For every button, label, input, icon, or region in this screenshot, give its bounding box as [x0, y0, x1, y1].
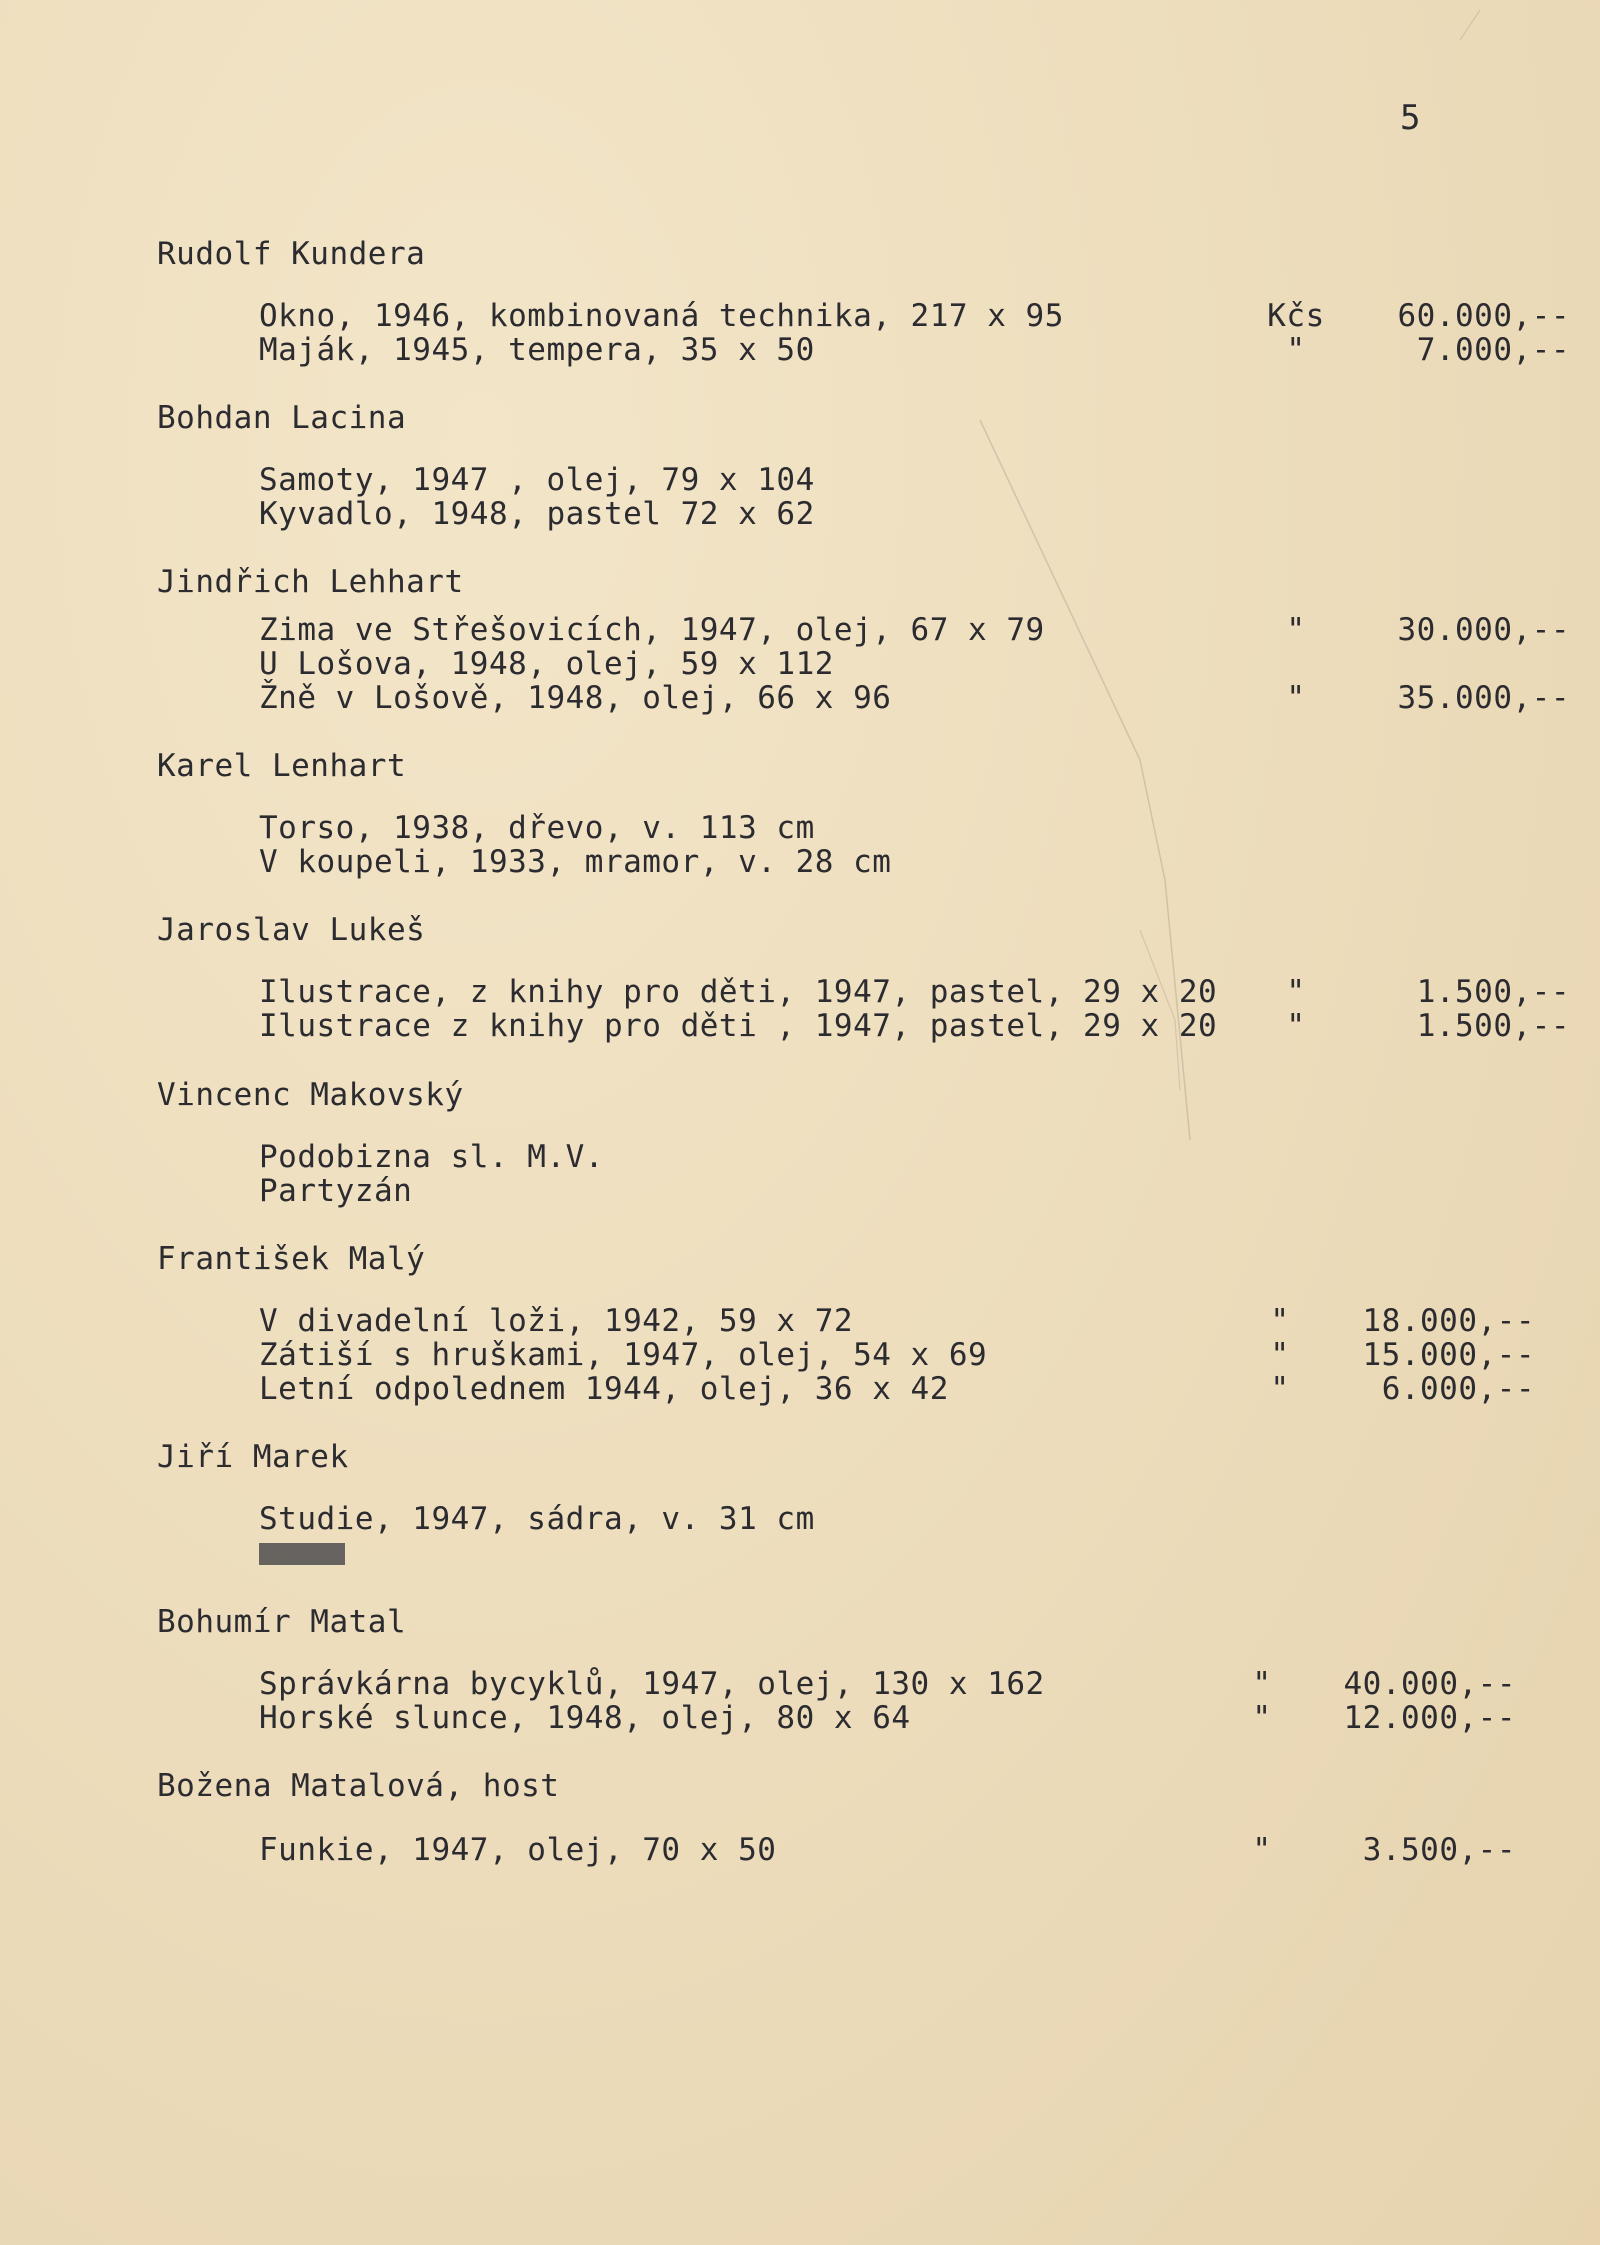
ditto-mark: "	[1252, 1700, 1272, 1736]
artwork-price: 1.500,--	[1416, 974, 1570, 1010]
page-number: 5	[1400, 98, 1421, 138]
artwork-entry: Zima ve Střešovicích, 1947, olej, 67 x 79	[259, 612, 1045, 648]
ditto-mark: "	[1252, 1666, 1272, 1702]
artwork-entry: Správkárna bycyklů, 1947, olej, 130 x 162	[259, 1666, 1045, 1702]
artwork-price: 30.000,--	[1397, 612, 1570, 648]
artwork-entry: V koupeli, 1933, mramor, v. 28 cm	[259, 844, 892, 880]
artwork-price: 35.000,--	[1397, 680, 1570, 716]
artwork-entry: Kyvadlo, 1948, pastel 72 x 62	[259, 496, 815, 532]
artwork-entry: Torso, 1938, dřevo, v. 113 cm	[259, 810, 815, 846]
artwork-price: 60.000,--	[1397, 298, 1570, 334]
artwork-entry: Zátiší s hruškami, 1947, olej, 54 x 69	[259, 1337, 988, 1373]
ditto-mark: "	[1286, 332, 1306, 368]
artist-name: Bohdan Lacina	[157, 400, 407, 436]
artwork-entry: V divadelní loži, 1942, 59 x 72	[259, 1303, 854, 1339]
artwork-price: 12.000,--	[1343, 1700, 1516, 1736]
ditto-mark: "	[1286, 612, 1306, 648]
artwork-price: 6.000,--	[1381, 1371, 1535, 1407]
artwork-entry: Partyzán	[259, 1173, 413, 1209]
artwork-price: 7.000,--	[1416, 332, 1570, 368]
ditto-mark: "	[1286, 680, 1306, 716]
artwork-entry: Žně v Lošově, 1948, olej, 66 x 96	[259, 680, 892, 716]
artwork-entry: Maják, 1945, tempera, 35 x 50	[259, 332, 815, 368]
artwork-entry: Ilustrace, z knihy pro děti, 1947, pastel, 29 x 20	[259, 974, 1218, 1010]
artist-name: František Malý	[157, 1241, 426, 1277]
artist-name: Rudolf Kundera	[157, 236, 426, 272]
artist-name: Vincenc Makovský	[157, 1077, 464, 1113]
artwork-price: 3.500,--	[1362, 1832, 1516, 1868]
artwork-entry: Ilustrace z knihy pro děti , 1947, pastel, 29 x 20	[259, 1008, 1218, 1044]
artist-name: Bohumír Matal	[157, 1604, 407, 1640]
artist-name: Karel Lenhart	[157, 748, 407, 784]
artwork-entry: Letní odpolednem 1944, olej, 36 x 42	[259, 1371, 949, 1407]
artwork-price: 40.000,--	[1343, 1666, 1516, 1702]
artwork-entry: Horské slunce, 1948, olej, 80 x 64	[259, 1700, 911, 1736]
ditto-mark: "	[1286, 974, 1306, 1010]
artwork-entry: Studie, 1947, sádra, v. 31 cm	[259, 1501, 815, 1537]
artwork-price: 18.000,--	[1362, 1303, 1535, 1339]
ditto-mark: "	[1270, 1371, 1290, 1407]
currency-mark: Kčs	[1267, 298, 1325, 334]
artwork-entry: Samoty, 1947 , olej, 79 x 104	[259, 462, 815, 498]
artist-name: Božena Matalová, host	[157, 1768, 560, 1804]
artwork-entry: Funkie, 1947, olej, 70 x 50	[259, 1832, 777, 1868]
artwork-entry: Okno, 1946, kombinovaná technika, 217 x 95	[259, 298, 1064, 334]
artwork-price: 15.000,--	[1362, 1337, 1535, 1373]
ditto-mark: "	[1270, 1337, 1290, 1373]
artist-name: Jaroslav Lukeš	[157, 912, 426, 948]
ditto-mark: "	[1270, 1303, 1290, 1339]
artist-name: Jindřich Lehhart	[157, 564, 464, 600]
ditto-mark: "	[1286, 1008, 1306, 1044]
artwork-entry: U Lošova, 1948, olej, 59 x 112	[259, 646, 834, 682]
artwork-price: 1.500,--	[1416, 1008, 1570, 1044]
artist-name: Jiří Marek	[157, 1439, 349, 1475]
ditto-mark: "	[1252, 1832, 1272, 1868]
artwork-entry: Podobizna sl. M.V.	[259, 1139, 604, 1175]
